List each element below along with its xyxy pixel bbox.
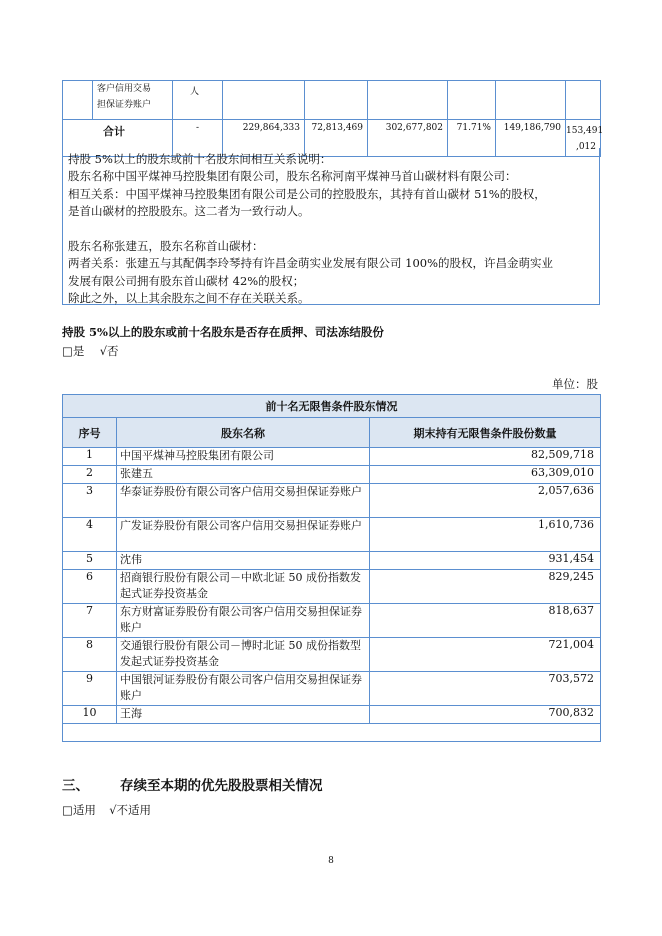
- table-row: 8 交通银行股份有限公司－博时北证 50 成份指数型发起式证券投资基金 721,004: [63, 638, 601, 672]
- table-row: 10 王海 700,832: [63, 706, 601, 724]
- pledge-option-no: √否: [99, 344, 119, 358]
- header-no: 序号: [63, 418, 117, 448]
- relations-line: 股东名称中国平煤神马控股集团有限公司，股东名称河南平煤神马首山碳材料有限公司：: [68, 169, 517, 184]
- total-v2: 72,813,469: [305, 120, 368, 157]
- table-caption: 前十名无限售条件股东情况: [63, 395, 601, 418]
- relations-line: 股东名称张建五，股东名称首山碳材：: [68, 239, 264, 254]
- relations-line: 持股 5%以上的股东或前十名股东间相互关系说明：: [68, 152, 332, 166]
- total-v1: 229,864,333: [223, 120, 305, 157]
- table-row: 1 中国平煤神马控股集团有限公司 82,509,718: [63, 448, 601, 466]
- section-number: 三、: [62, 778, 89, 794]
- page-number: 8: [328, 856, 334, 866]
- shareholder-table-continued: [62, 80, 604, 157]
- header-shares: 期末持有无限售条件股份数量: [370, 418, 601, 448]
- option-applicable: □适用: [62, 803, 96, 817]
- relations-note: [62, 148, 600, 305]
- table-row: [63, 81, 601, 120]
- option-not-applicable: √不适用: [109, 803, 152, 817]
- holder-type-cell: 客户信用交易 担保证券账户: [93, 81, 173, 120]
- relations-line: 两者关系：张建五与其配偶李玲琴持有许昌金萌实业发展有限公司 100%的股权，许昌金萌实业: [68, 256, 554, 271]
- table-row: 6 招商银行股份有限公司－中欧北证 50 成份指数发起式证券投资基金 829,245: [63, 570, 601, 604]
- table-header-row: [63, 418, 601, 448]
- relations-line: 相互关系：中国平煤神马控股集团有限公司是公司的控股股东，其持有首山碳材 51%的股权，: [68, 186, 546, 201]
- empty-row: [63, 724, 601, 742]
- table-row: 9 中国银河证券股份有限公司客户信用交易担保证券账户 703,572: [63, 672, 601, 706]
- total-pct: 71.71%: [448, 120, 496, 157]
- table-caption-row: [63, 395, 601, 418]
- section-3-heading: [62, 774, 323, 794]
- table-row: 3 华泰证券股份有限公司客户信用交易担保证券账户 2,057,636: [63, 484, 601, 518]
- pledge-options: [62, 343, 119, 359]
- table-row: 2 张建五 63,309,010: [63, 466, 601, 484]
- table-row: 4 广发证券股份有限公司客户信用交易担保证券账户 1,610,736: [63, 518, 601, 552]
- total-label: 合计: [63, 120, 173, 157]
- total-v6: 153,491 ,012: [566, 120, 601, 157]
- total-v3: 302,677,802: [368, 120, 448, 157]
- section-3-options: [62, 802, 151, 818]
- relations-line: 发展有限公司拥有股东首山碳材 42%的股权；: [68, 273, 305, 288]
- top10-unrestricted-table: [62, 394, 601, 742]
- section-title: 存续至本期的优先股股票相关情况: [120, 778, 323, 794]
- table-row: 7 东方财富证券股份有限公司客户信用交易担保证券账户 818,637: [63, 604, 601, 638]
- pledge-option-yes: □是: [62, 344, 85, 358]
- relations-line: 是首山碳材的控股股东。这二者为一致行动人。: [68, 204, 310, 219]
- unit-label: 单位：股: [552, 377, 598, 391]
- pledge-title: 持股 5%以上的股东或前十名股东是否存在质押、司法冻结股份: [62, 325, 384, 339]
- header-name: 股东名称: [117, 418, 370, 448]
- relations-line: 除此之外，以上其余股东之间不存在关联关系。: [68, 291, 310, 306]
- total-v5: 149,186,790: [496, 120, 566, 157]
- total-dash: -: [173, 120, 223, 157]
- table-row: 5 沈伟 931,454: [63, 552, 601, 570]
- nature-cell: 人: [173, 81, 223, 120]
- relations-line: [68, 221, 599, 238]
